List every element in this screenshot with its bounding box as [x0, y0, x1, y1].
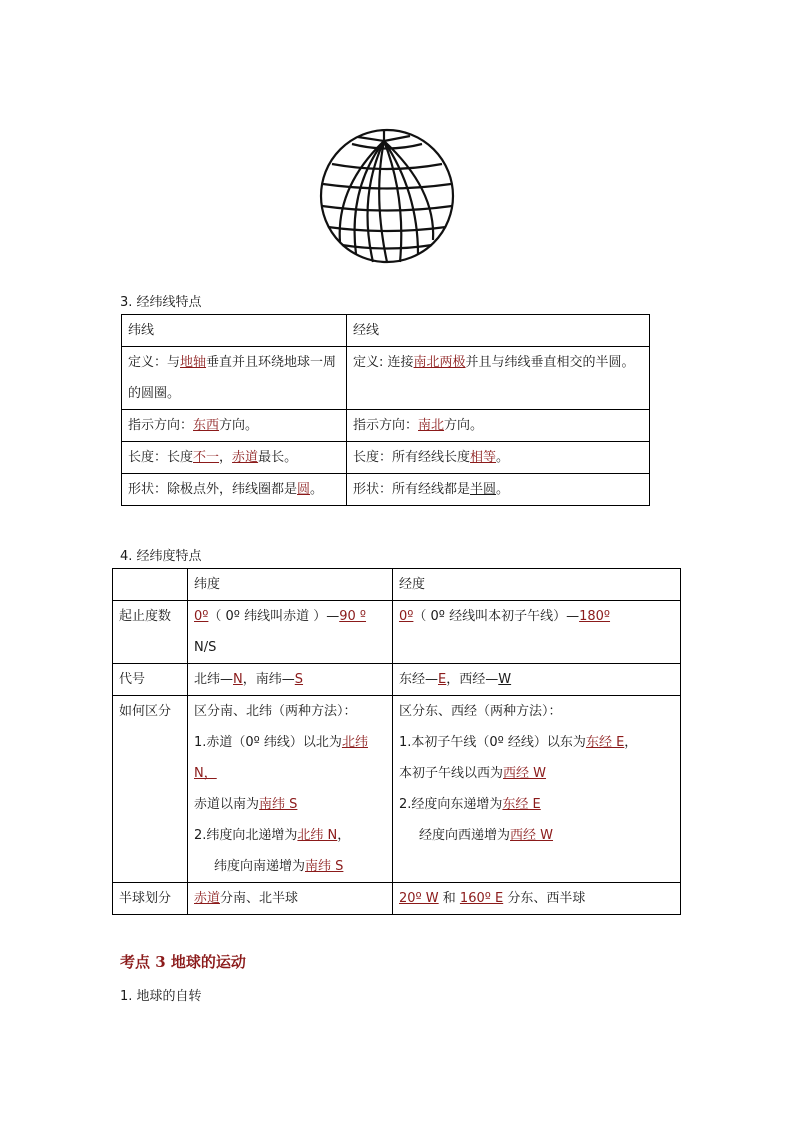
- answer: 南纬 S: [305, 859, 344, 874]
- answer: 赤道: [232, 450, 259, 465]
- text: 分南、北半球: [220, 891, 299, 906]
- text: 区分南、北纬（两种方法）：: [194, 704, 357, 719]
- table-row: [113, 883, 681, 915]
- answer: 不一: [193, 450, 220, 465]
- answer: 0º: [194, 609, 209, 624]
- text: 定义：与: [128, 355, 181, 370]
- text: 北纬—: [194, 672, 234, 687]
- text: 经度向西递增为: [419, 828, 511, 843]
- header-empty: [113, 569, 188, 601]
- line: [194, 851, 386, 882]
- text: 本初子午线以西为: [399, 766, 504, 781]
- line: [399, 727, 674, 758]
- text: N/S: [194, 640, 217, 655]
- answer: 南纬 S: [259, 797, 298, 812]
- text: ，西经—: [446, 672, 499, 687]
- table-row: [122, 315, 650, 347]
- answer: 北纬 N: [297, 828, 338, 843]
- answer: 南北两极: [413, 355, 466, 370]
- answer: 北纬: [341, 735, 368, 750]
- lat-long-degrees-table: [112, 568, 681, 915]
- answer: 赤道: [194, 891, 221, 906]
- answer: N: [233, 672, 243, 687]
- answer: 20º W: [399, 891, 439, 906]
- table-row: [113, 696, 681, 883]
- cell-jingxian-definition: [347, 347, 650, 410]
- text: 方向。: [219, 418, 259, 433]
- text: 方向。: [444, 418, 484, 433]
- cell-jingdu-code: [393, 664, 681, 696]
- cell-jingxian-shape: [347, 474, 650, 506]
- line: [399, 758, 674, 789]
- section4-title: 4. 经纬度特点: [120, 549, 202, 564]
- answer: 西经 W: [503, 766, 547, 781]
- line: [194, 820, 386, 851]
- text: ，: [337, 828, 351, 843]
- answer: S: [294, 672, 304, 687]
- table-row: [113, 569, 681, 601]
- header-weixian: 纬线: [122, 315, 347, 347]
- cell-weidu-distinguish: [188, 696, 393, 883]
- text: 区分东、西经（两种方法）：: [399, 704, 562, 719]
- text: ，: [624, 735, 638, 750]
- line: [194, 789, 386, 820]
- text: 垂直并且环绕地球一周的圆圈。: [128, 355, 337, 401]
- text: 2.纬度向北递增为: [194, 828, 298, 843]
- lat-long-lines-table: [121, 314, 650, 506]
- answer: N，: [194, 766, 217, 781]
- answer: 东西: [193, 418, 220, 433]
- text: 指示方向：: [128, 418, 194, 433]
- text: 赤道以南为: [194, 797, 260, 812]
- text: 分东、西半球: [503, 891, 586, 906]
- cell-jingdu-distinguish: [393, 696, 681, 883]
- text: 定义: 连接: [353, 355, 414, 370]
- cell-jingxian-length: [347, 442, 650, 474]
- text: 并且与纬线垂直相交的半圆。: [465, 355, 635, 370]
- globe-grid-icon: [318, 127, 456, 265]
- text: 。: [496, 450, 510, 465]
- sub1-title: 1. 地球的自转: [120, 989, 202, 1004]
- kaodian-title: 考点 3 地球的运动: [120, 953, 246, 971]
- answer: 东经 E: [585, 735, 625, 750]
- text: 。: [496, 482, 510, 497]
- row-label: 半球划分: [113, 883, 188, 915]
- cell-weixian-shape: [122, 474, 347, 506]
- answer: 东经 E: [502, 797, 541, 812]
- cell-weixian-direction: [122, 410, 347, 442]
- text: ，: [219, 450, 233, 465]
- answer: 西经 W: [510, 828, 554, 843]
- text: 长度：长度: [128, 450, 194, 465]
- line: [194, 727, 386, 758]
- text: 形状：所有经线都是: [353, 482, 471, 497]
- cell-weidu-code: [188, 664, 393, 696]
- answer: 相等: [470, 450, 497, 465]
- answer: 0º: [399, 609, 414, 624]
- text: 东经—: [399, 672, 439, 687]
- text: 1.赤道（0º 纬线）以北为: [194, 735, 342, 750]
- header-jingxian: 经线: [347, 315, 650, 347]
- answer: 半圆: [470, 482, 497, 497]
- section3-title: 3. 经纬线特点: [120, 295, 202, 310]
- answer: 南北: [418, 418, 445, 433]
- answer: 圆: [297, 482, 311, 497]
- text: ，南纬—: [242, 672, 295, 687]
- text: （ 0º 纬线叫赤道 ）—: [208, 609, 340, 624]
- table-row: [113, 601, 681, 664]
- text: 最长。: [258, 450, 298, 465]
- text: 长度：所有经线长度: [353, 450, 471, 465]
- text: 纬度向南递增为: [214, 859, 306, 874]
- text: 1.本初子午线（0º 经线）以东为: [399, 735, 586, 750]
- row-label: 起止度数: [113, 601, 188, 664]
- text: （ 0º 经线叫本初子午线）—: [413, 609, 580, 624]
- answer: 90 º: [339, 609, 367, 624]
- table-row: [113, 664, 681, 696]
- answer: 180º: [579, 609, 611, 624]
- text: 和: [438, 891, 460, 906]
- header-jingdu: 经度: [393, 569, 681, 601]
- line: [399, 820, 674, 851]
- answer: E: [438, 672, 447, 687]
- line: [399, 789, 674, 820]
- answer: 160º E: [459, 891, 504, 906]
- text: 2.经度向东递增为: [399, 797, 503, 812]
- row-label: 代号: [113, 664, 188, 696]
- row-label: 如何区分: [113, 696, 188, 883]
- answer: W: [498, 672, 512, 687]
- table-row: [122, 347, 650, 410]
- answer: 地轴: [180, 355, 207, 370]
- table-row: [122, 442, 650, 474]
- table-row: [122, 410, 650, 442]
- cell-jingxian-direction: [347, 410, 650, 442]
- cell-weidu-range: [188, 601, 393, 664]
- text: 。: [310, 482, 324, 497]
- cell-weixian-length: [122, 442, 347, 474]
- text: 形状：除极点外，纬线圈都是: [128, 482, 298, 497]
- cell-jingdu-range: [393, 601, 681, 664]
- cell-jingdu-hemisphere: [393, 883, 681, 915]
- table-row: [122, 474, 650, 506]
- header-weidu: 纬度: [188, 569, 393, 601]
- text: 指示方向：: [353, 418, 419, 433]
- cell-weidu-hemisphere: [188, 883, 393, 915]
- cell-weixian-definition: [122, 347, 347, 410]
